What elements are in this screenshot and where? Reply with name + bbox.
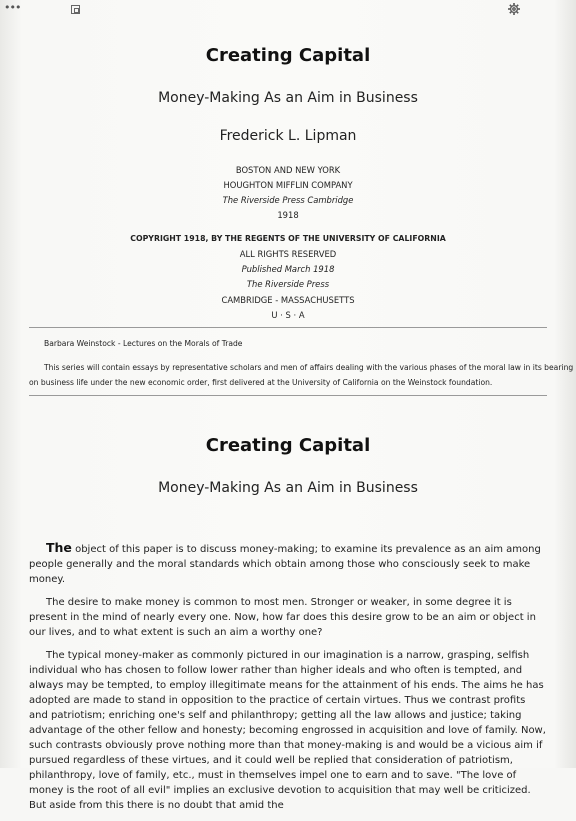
book-subtitle: Money-Making As an Aim in Business: [158, 90, 418, 106]
series-description-line1: This series will contain essays by representative scholars and men of affairs dealing with the various phases of the moral law in its bearing: [44, 363, 574, 372]
press-location: CAMBRIDGE - MASSACHUSETTS: [221, 295, 355, 305]
country: U · S · A: [271, 310, 305, 320]
gear-icon[interactable]: [507, 2, 521, 16]
imprint-year: 1918: [277, 210, 299, 220]
imprint-press: The Riverside Press Cambridge: [222, 195, 354, 205]
divider: [29, 395, 547, 396]
paragraph: The object of this paper is to discuss money-making; to examine its prevalence as an aim among people generally and the moral standards which obtain among those who consciously seek to make money.: [29, 540, 541, 585]
paragraph: The desire to make money is common to most men. Stronger or weaker, in some degree it is present in the mind of nearly every one. Now, how far does this desire grow to be an aim or object in our lives, and to what extent is such an aim a worthy one?: [29, 597, 536, 638]
book-author: Frederick L. Lipman: [219, 128, 357, 144]
imprint-publisher: HOUGHTON MIFFLIN COMPANY: [223, 180, 353, 190]
series-heading: Barbara Weinstock - Lectures on the Morals of Trade: [44, 339, 243, 348]
chapter-title: Creating Capital: [205, 435, 371, 456]
back-ellipsis-icon[interactable]: •••: [4, 1, 21, 14]
paragraph: The typical money-maker as commonly pictured in our imagination is a narrow, grasping, selfish individual who has chosen to follow lower rather than higher ideals and who often is tempted, and always may be tempted, to employ illegitimate means for the attainment of his ends. The aims he has adopted are made to stand in opposition to the practice of certain virtues. Thus we contrast profits and patriotism; enriching one's self and philanthropy; getting all the law allows and justice; taking advantage of the other fellow and honesty; becoming engrossed in acquisition and love of family. Now, such contrasts obviously prove nothing more than that money-making is and would be a vicious aim if pursued regardless of these virtues, and it could well be replied that consideration of patriotism, philanthropy, love of family, etc., must in themselves impel one to earn and to save. "The love of money is the root of all evil" implies an exclusive devotion to acquisition that may well be criticized. But aside from this there is no doubt that amid the: [29, 650, 546, 811]
chapter-body: [29, 540, 547, 821]
chapter-subtitle: Money-Making As an Aim in Business: [158, 480, 418, 496]
drop-word: The: [46, 540, 72, 555]
book-title: Creating Capital: [205, 45, 371, 66]
press-name: The Riverside Press: [246, 279, 330, 289]
imprint-city: BOSTON AND NEW YORK: [235, 165, 341, 175]
bookmark-icon[interactable]: [71, 5, 80, 14]
published-date: Published March 1918: [241, 264, 335, 274]
rights-reserved: ALL RIGHTS RESERVED: [239, 249, 337, 259]
series-description-line2: on business life under the new economic order, first delivered at the University of California on the Weinstock foundation.: [29, 378, 493, 387]
reader-toolbar: [0, 0, 576, 20]
divider: [29, 327, 547, 328]
copyright-line: COPYRIGHT 1918, BY THE REGENTS OF THE UNIVERSITY OF CALIFORNIA: [130, 234, 446, 243]
